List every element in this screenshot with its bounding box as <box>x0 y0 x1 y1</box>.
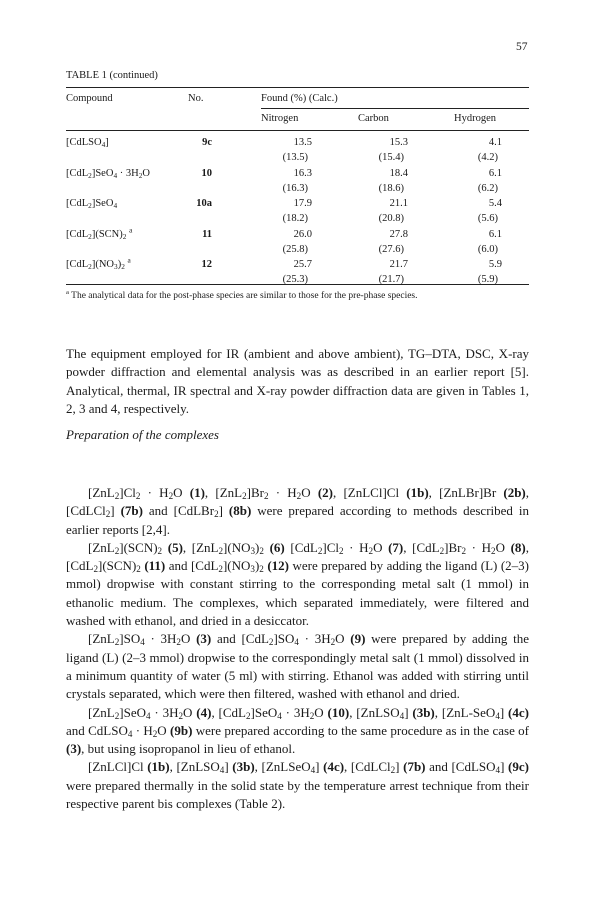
cell-hydrogen-found: 5.9 <box>488 259 502 271</box>
intro-paragraph: The equipment employed for IR (ambient and above ambient), TG–DTA, DSC, X-ray powder diffraction and elemental analysis was as described in an earlier report [5]. Analytical, thermal, IR spectral and X-ray powder diffraction data are given in Tables 1, 2, 3 and 4, respectively. <box>66 346 529 416</box>
header-bottom-rule <box>66 130 529 131</box>
cell-nitrogen-calc: (18.2) <box>282 213 308 225</box>
cell-nitrogen-found: 13.5 <box>293 137 312 148</box>
header-found: Found (%) (Calc.) <box>261 93 338 104</box>
cell-hydrogen-calc: (4.2) <box>477 152 498 163</box>
cell-carbon-found: 18.4 <box>389 167 408 179</box>
cell-nitrogen-found: 17.9 <box>293 198 312 210</box>
cell-nitrogen-found: 26.0 <box>293 228 312 240</box>
cell-hydrogen-found: 6.1 <box>488 228 502 240</box>
header-carbon: Carbon <box>358 113 389 124</box>
table-footnote: $^a$ The analytical data for the post-phase species are similar to those for the pre-phase species. <box>66 288 418 301</box>
cell-hydrogen-found: 4.1 <box>488 137 502 148</box>
cell-nitrogen-calc: (16.3) <box>282 182 308 194</box>
cell-no: 10 <box>201 167 212 179</box>
cell-no: 12 <box>201 259 212 271</box>
table-caption: TABLE 1 (continued) <box>66 70 158 81</box>
cell-carbon-found: 27.8 <box>389 228 408 240</box>
page-number: 57 <box>516 41 528 53</box>
cell-compound: [CdL$_2$]SeO$_4$ <box>66 198 118 211</box>
cell-hydrogen-found: 6.1 <box>488 167 502 179</box>
cell-carbon-calc: (27.6) <box>378 243 404 255</box>
header-sub-rule <box>261 108 529 109</box>
section-heading: Preparation of the complexes <box>66 427 219 442</box>
header-nitrogen: Nitrogen <box>261 113 299 124</box>
cell-compound: [CdLSO$_4$] <box>66 137 109 149</box>
cell-no: 9c <box>202 137 212 148</box>
cell-hydrogen-calc: (5.6) <box>477 213 498 225</box>
cell-hydrogen-calc: (6.0) <box>477 243 498 255</box>
table-bottom-rule <box>66 284 529 285</box>
cell-nitrogen-found: 16.3 <box>293 167 312 179</box>
cell-nitrogen-found: 25.7 <box>293 259 312 271</box>
cell-nitrogen-calc: (13.5) <box>282 152 308 163</box>
cell-compound: $[CdL_2](SCN)_2$ $^a$ <box>66 225 133 241</box>
cell-nitrogen-calc: (25.3) <box>282 274 308 286</box>
cell-carbon-found: 21.7 <box>389 259 408 271</box>
cell-carbon-calc: (18.6) <box>378 182 404 194</box>
header-no: No. <box>188 93 204 104</box>
body-paragraph: [ZnLCl]Cl (1b), [ZnLSO$_4$] (3b), [ZnLSeO$_4$] (4c), [CdLCl$_2$] (7b) and [CdLSO$_4$] (9c) were prepared thermally in the solid state by the temperature arrest technique from their respective parent bis complexes (Table 2). <box>66 759 529 812</box>
body-paragraph: $[ZnL_2](SCN)_2$ (5), $[ZnL_2](NO_3)_2$ (6) $[CdL_2]Cl_2 \cdot H_2O$ (7), $[CdL_2]Br_2 \cdot H_2O$ (8), $[CdL_2](SCN)_2$ (11) and $[CdL_2](NO_3)_2$ (12) were prepared by adding the ligand (L) (2–3) mmol) dropwise with constant stirring to the corresponding metal salt (1 mmol) in ethanolic medium. The complexes, which separated immediately, were filtered and washed with ethanol, and dried in a desiccator. <box>66 539 530 629</box>
cell-hydrogen-calc: (6.2) <box>477 182 498 194</box>
cell-carbon-found: 15.3 <box>389 137 408 148</box>
cell-carbon-calc: (15.4) <box>378 152 404 163</box>
header-compound: Compound <box>66 93 113 104</box>
header-hydrogen: Hydrogen <box>454 113 496 124</box>
cell-hydrogen-found: 5.4 <box>488 198 502 210</box>
cell-carbon-calc: (21.7) <box>378 274 404 286</box>
cell-no: 10a <box>196 198 212 210</box>
cell-compound: $[CdL_2]SeO_4 \cdot 3H_2O$ <box>66 167 150 180</box>
cell-compound: $[CdL_2](NO_3)_2$ $^a$ <box>66 255 131 272</box>
cell-carbon-calc: (20.8) <box>378 213 404 225</box>
cell-carbon-found: 21.1 <box>389 198 408 210</box>
table-top-rule <box>66 87 529 88</box>
cell-no: 11 <box>202 228 212 240</box>
body-paragraph: $[ZnL_2]SeO_4 \cdot 3H_2O$ (4), $[CdL_2]SeO_4 \cdot 3H_2O$ (10), [ZnLSO$_4$] (3b), [ZnL-SeO$_4$] (4c) and CdLSO$_4$ · $H_2O$ (9b) were prepared according to the same procedure as in the case of (3), but using isopropanol in lieu of ethanol. <box>66 704 530 757</box>
preparation-text <box>66 484 529 813</box>
cell-nitrogen-calc: (25.8) <box>282 243 308 255</box>
body-paragraph: $[ZnL_2]Cl_2 \cdot H_2O$ (1), $[ZnL_2]Br_2 \cdot H_2O$ (2), [ZnLCl]Cl (1b), [ZnLBr]Br (2b), [CdLCl$_2$] (7b) and [CdLBr$_2$] (8b) were prepared according to methods described in earlier reports [2,4]. <box>66 485 530 537</box>
body-paragraph: $[ZnL_2]SO_4 \cdot 3H_2O$ (3) and $[CdL_2]SO_4 \cdot 3H_2O$ (9) were prepared by adding the ligand (L) (2–3 mmol) dropwise to the correspondingly metal salt (1 mmol) dissolved in a minimum quantity of water (5 ml) with stirring. Ethanol was added with stirring until crystals separated, which were then filtered, washed with ethanol and dried. <box>66 631 530 702</box>
cell-hydrogen-calc: (5.9) <box>477 274 498 286</box>
